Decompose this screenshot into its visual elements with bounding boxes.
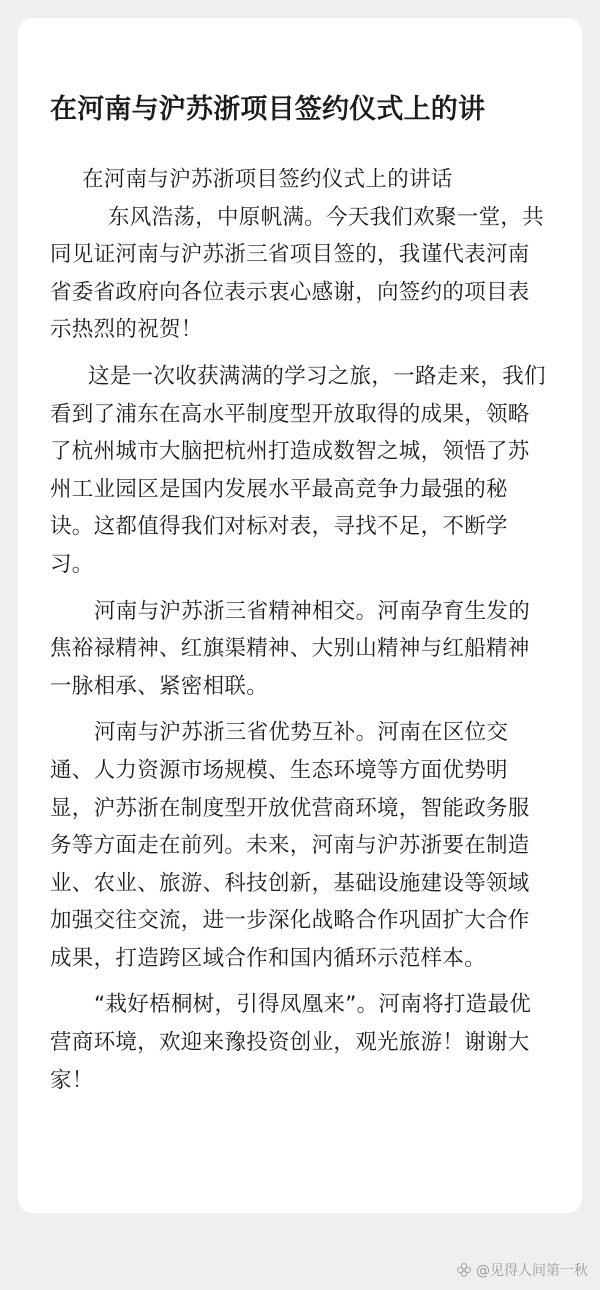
watermark: [456, 1260, 588, 1280]
article-card: [18, 18, 582, 1213]
article-body: [50, 161, 546, 1108]
flower-logo-icon: [456, 1262, 472, 1278]
paragraph-closing: “栽好梧桐树，引得凤凰来”。河南将打造最优营商环境，欢迎来豫投资创业，观光旅游！谢谢大家！: [50, 992, 532, 1093]
paragraph-advantages: 河南与沪苏浙三省优势互补。河南在区位交通、人力资源市场规模、生态环境等方面优势明显，沪苏浙在制度型开放优营商环境，智能政务服务等方面走在前列。未来，河南与沪苏浙要在制造业、农业、旅游、科技创新，基础设施建设等领域加强交往交流，进一步深化战略合作巩固扩大合作成果，打造跨区域合作和国内循环示范样本。: [50, 720, 530, 971]
paragraph-spirit: 河南与沪苏浙三省精神相交。河南孕育生发的焦裕禄精神、红旗渠精神、大别山精神与红船精神一脉相承、紧密相联。: [50, 598, 531, 699]
paragraph-study-trip: 这是一次收获满满的学习之旅，一路走来，我们看到了浦东在高水平制度型开放取得的成果，领略了杭州城市大脑把杭州打造成数智之城，领悟了苏州工业园区是国内发展水平最高竞争力最强的秘诀。这都值得我们对标对表，寻找不足，不断学习。: [50, 363, 546, 577]
paragraph-opening: 东风浩荡，中原帆满。今天我们欢聚一堂，共同见证河南与沪苏浙三省项目签的，我谨代表河南省委省政府向各位表示衷心感谢，向签约的项目表示热烈的祝贺！: [50, 204, 545, 343]
article-title: 在河南与沪苏浙项目签约仪式上的讲: [50, 94, 486, 125]
watermark-text: @见得人间第一秋: [476, 1263, 588, 1279]
paragraph-heading: 在河南与沪苏浙项目签约仪式上的讲话: [82, 167, 453, 192]
